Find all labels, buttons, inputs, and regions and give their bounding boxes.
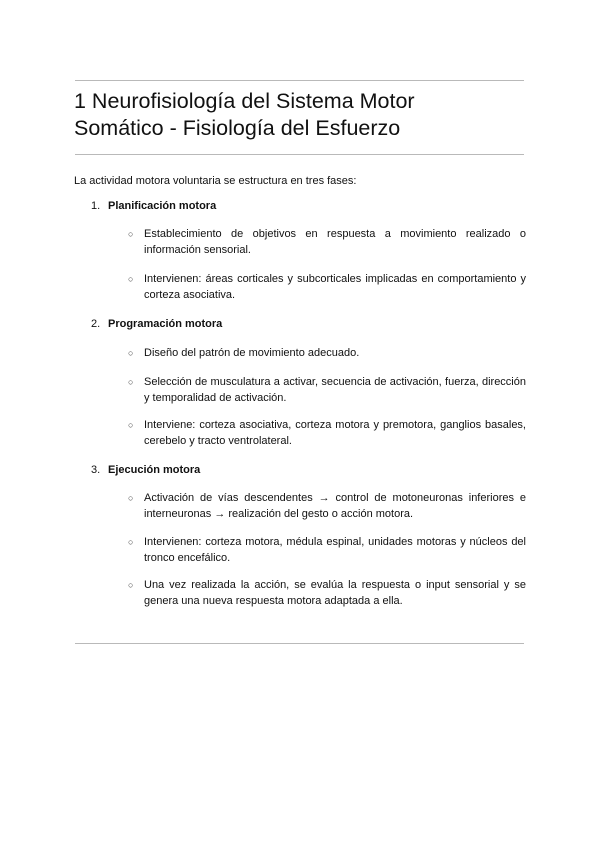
- hollow-circle-bullet-icon: ○: [128, 377, 134, 387]
- phase-label: Programación motora: [108, 318, 223, 330]
- phase-label: Ejecución motora: [108, 464, 201, 476]
- hollow-circle-bullet-icon: ○: [128, 274, 134, 284]
- list-item-text: Intervienen: corteza motora, médula espinal, unidades motoras y núcleos del tronco encefálico.: [144, 536, 526, 564]
- list-item: [128, 227, 526, 258]
- list-item-text: Una vez realizada la acción, se evalúa la respuesta o input sensorial y se genera una nueva respuesta motora adaptada a ella.: [144, 579, 526, 607]
- list-item: [128, 578, 526, 609]
- list-item: [128, 375, 526, 406]
- phase-number: 3.: [91, 464, 101, 476]
- phase-label: Planificación motora: [108, 200, 217, 212]
- list-item: [128, 272, 526, 303]
- list-item-text: Interviene: corteza asociativa, corteza motora y premotora, ganglios basales, cerebelo y tracto ventrolateral.: [144, 419, 526, 447]
- hollow-circle-bullet-icon: ○: [128, 537, 134, 547]
- phase-heading-programacion: [91, 317, 222, 331]
- phase-number: 1.: [91, 200, 101, 212]
- hollow-circle-bullet-icon: ○: [128, 348, 134, 358]
- phase-heading-planificacion: [91, 199, 216, 213]
- title-divider: [75, 154, 524, 155]
- list-item: [128, 346, 526, 362]
- list-item: [128, 418, 526, 449]
- phase-heading-ejecucion: [91, 463, 200, 477]
- page-title-line-1: 1 Neurofisiología del Sistema Motor: [74, 89, 415, 113]
- list-item-text: Selección de musculatura a activar, secuencia de activación, fuerza, dirección y temporalidad de activación.: [144, 376, 526, 404]
- top-divider: [75, 80, 524, 81]
- list-item-text: Intervienen: áreas corticales y subcorticales implicadas en comportamiento y corteza asociativa.: [144, 273, 526, 301]
- hollow-circle-bullet-icon: ○: [128, 229, 134, 239]
- hollow-circle-bullet-icon: ○: [128, 580, 134, 590]
- list-item-text: Establecimiento de objetivos en respuesta a movimiento realizado o información sensorial.: [144, 228, 526, 256]
- list-item-text: Diseño del patrón de movimiento adecuado.: [144, 347, 360, 359]
- bottom-divider: [75, 643, 524, 644]
- page-title: [74, 88, 534, 142]
- intro-paragraph: La actividad motora voluntaria se estructura en tres fases:: [74, 175, 357, 187]
- list-item-text: Activación de vías descendentes → control de motoneuronas inferiores e interneuronas → realización del gesto o acción motora.: [144, 492, 526, 520]
- list-item: [128, 491, 526, 522]
- hollow-circle-bullet-icon: ○: [128, 493, 134, 503]
- page-title-line-2: Somático - Fisiología del Esfuerzo: [74, 116, 401, 140]
- hollow-circle-bullet-icon: ○: [128, 420, 134, 430]
- list-item: [128, 535, 526, 566]
- phase-number: 2.: [91, 318, 101, 330]
